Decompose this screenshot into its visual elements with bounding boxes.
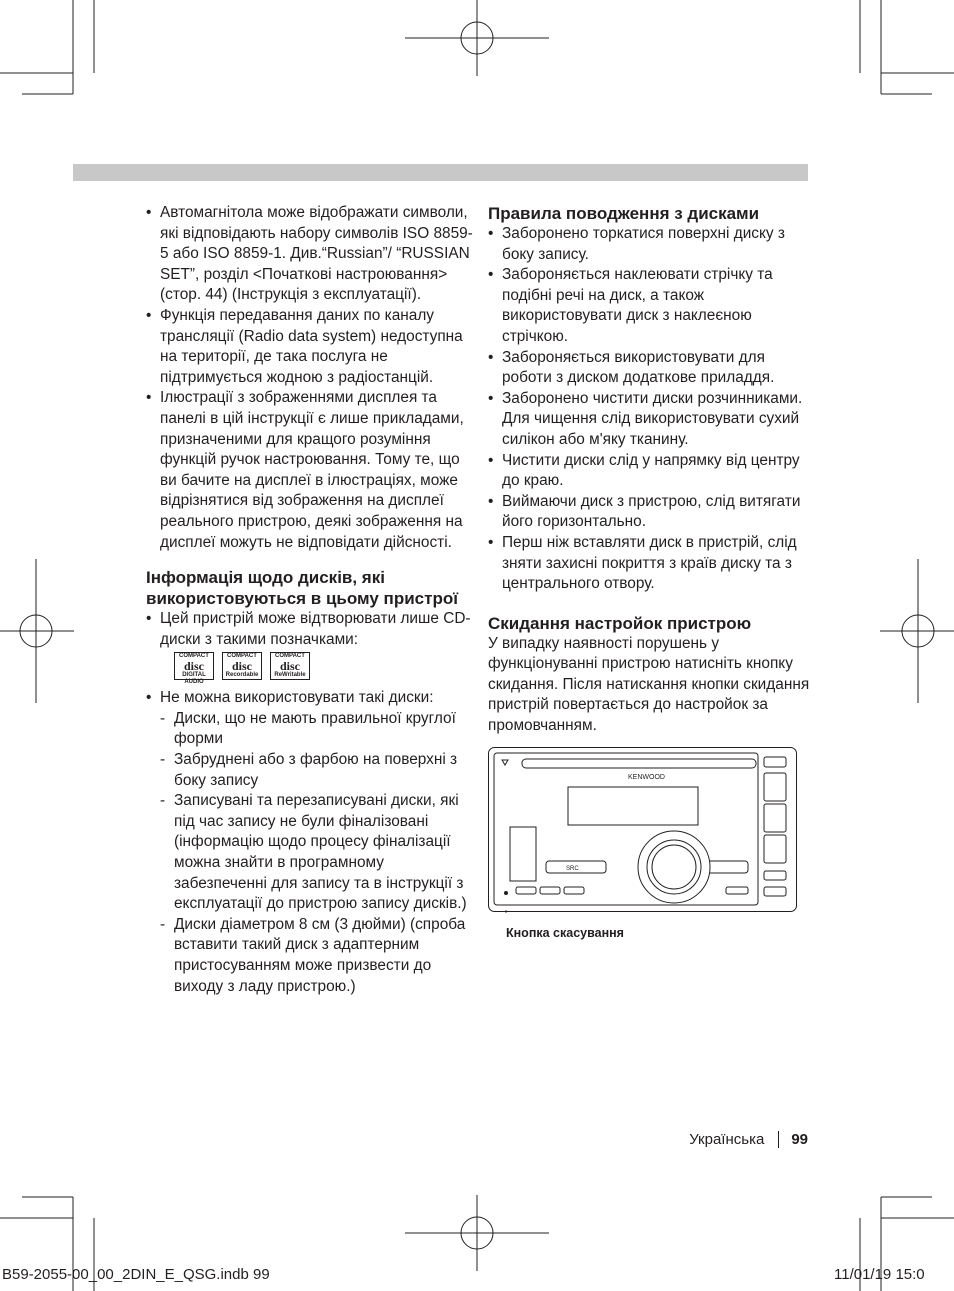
list-item: • Перш ніж вставляти диск в пристрій, слід зняти захисні покриття з країв диску та з центрального отвору. — [488, 533, 810, 595]
reset-button-caption: Кнопка скасування — [506, 926, 624, 941]
device-brand: KENWOOD — [628, 773, 665, 781]
reset-text: У випадку наявності порушень у функціонуванні пристрою натисніть кнопку скидання. Після натискання кнопки скидання пристрій повертається до настройок за промовчанням. — [488, 634, 810, 735]
dash-item: - Диски діаметром 8 см (3 дюйми) (спроба вставити такий диск з адаптерним пристосуванням може призвести до виходу з ладу пристрою.) — [160, 915, 476, 997]
list-item: • Забороняється використовувати для роботи з диском додаткове приладдя. — [488, 348, 810, 389]
list-item — [146, 688, 476, 997]
list-item: • Ілюстрації з зображеннями дисплея та панелі в цій інструкції є лише прикладами, призначеними для кращого розуміння функцій ручок настроювання. Тому те, що ви бачите на дисплеї в ілюстраціях, може відрізнятися від зображення на дисплеї реального пристрою, деякі зображення на дисплеї можуть не відповідати дійсності. — [146, 388, 476, 553]
handling-heading: Правила поводження з дисками — [488, 204, 760, 223]
footer-language: Українська — [689, 1131, 765, 1148]
list-item: • Виймаючи диск з пристрою, слід витягати його горизонтально. — [488, 492, 810, 533]
compact-disc-recordable-logo: COMPACT disc Recordable — [222, 652, 262, 680]
list-item: • Функція передавання даних по каналу трансляції (Radio data system) недоступна на території, де така послуга не підтримується жодною з радіостанцій. — [146, 306, 476, 388]
page-number: 99 — [778, 1131, 808, 1148]
disc-logos — [174, 652, 476, 686]
dash-item: - Диски, що не мають правильної круглої форми — [160, 709, 476, 750]
device-src-label: SRC — [566, 865, 579, 872]
handling-list — [488, 224, 810, 595]
list-item-text: Не можна використовувати такі диски: — [160, 689, 434, 707]
dash-item: - Забруднені або з фарбою на поверхні з боку запису — [160, 750, 476, 791]
list-item: • Чистити диски слід у напрямку від центру до краю. — [488, 451, 810, 492]
left-column — [146, 203, 476, 997]
disc-list — [146, 609, 476, 997]
slug-file: B59-2055-00_00_2DIN_E_QSG.indb 99 — [2, 1266, 270, 1283]
dash-item: - Записувані та перезаписувані диски, які під час запису не були фіналізовані (інформацію щодо процесу фіналізації можна знайти в програмному забезпеченні для запису та в інструкції з експлуатації до пристрою запису дисків.) — [160, 791, 476, 915]
list-item: • Заборонено торкатися поверхні диску з боку запису. — [488, 224, 810, 265]
list-item-text: Цей пристрій може відтворювати лише CD-диски з такими позначками: — [160, 610, 471, 648]
unsupported-disc-list — [160, 709, 476, 997]
header-bar — [73, 164, 808, 181]
car-stereo-illustration — [488, 747, 798, 913]
list-item: • Автомагнітола може відображати символи, які відповідають набору символів ISO 8859-5 або ISO 8859-1. Див.“Russian”/ “RUSSIAN SET”, розділ <Початкові настроювання> (стор. 44) (Інструкція з експлуатації). — [146, 203, 476, 306]
disc-heading: Інформація щодо дисків, які використовуються в цьому пристрої — [146, 568, 458, 609]
page-footer — [689, 1131, 808, 1148]
list-item: • Заборонено чистити диски розчинниками. Для чищення слід використовувати сухий силікон або м'яку тканину. — [488, 389, 810, 451]
compact-disc-logo: COMPACT disc DIGITAL AUDIO — [174, 652, 214, 680]
slug-date: 11/01/19 15:0 — [834, 1266, 925, 1283]
list-item: • Забороняється наклеювати стрічку та подібні речі на диск, а також використовувати диск з наклеєною стрічкою. — [488, 265, 810, 347]
compact-disc-rewritable-logo: COMPACT disc ReWritable — [270, 652, 310, 680]
right-column — [488, 203, 810, 944]
reset-heading: Скидання настройок пристрою — [488, 613, 752, 633]
list-item — [146, 609, 476, 686]
intro-list — [146, 203, 476, 553]
